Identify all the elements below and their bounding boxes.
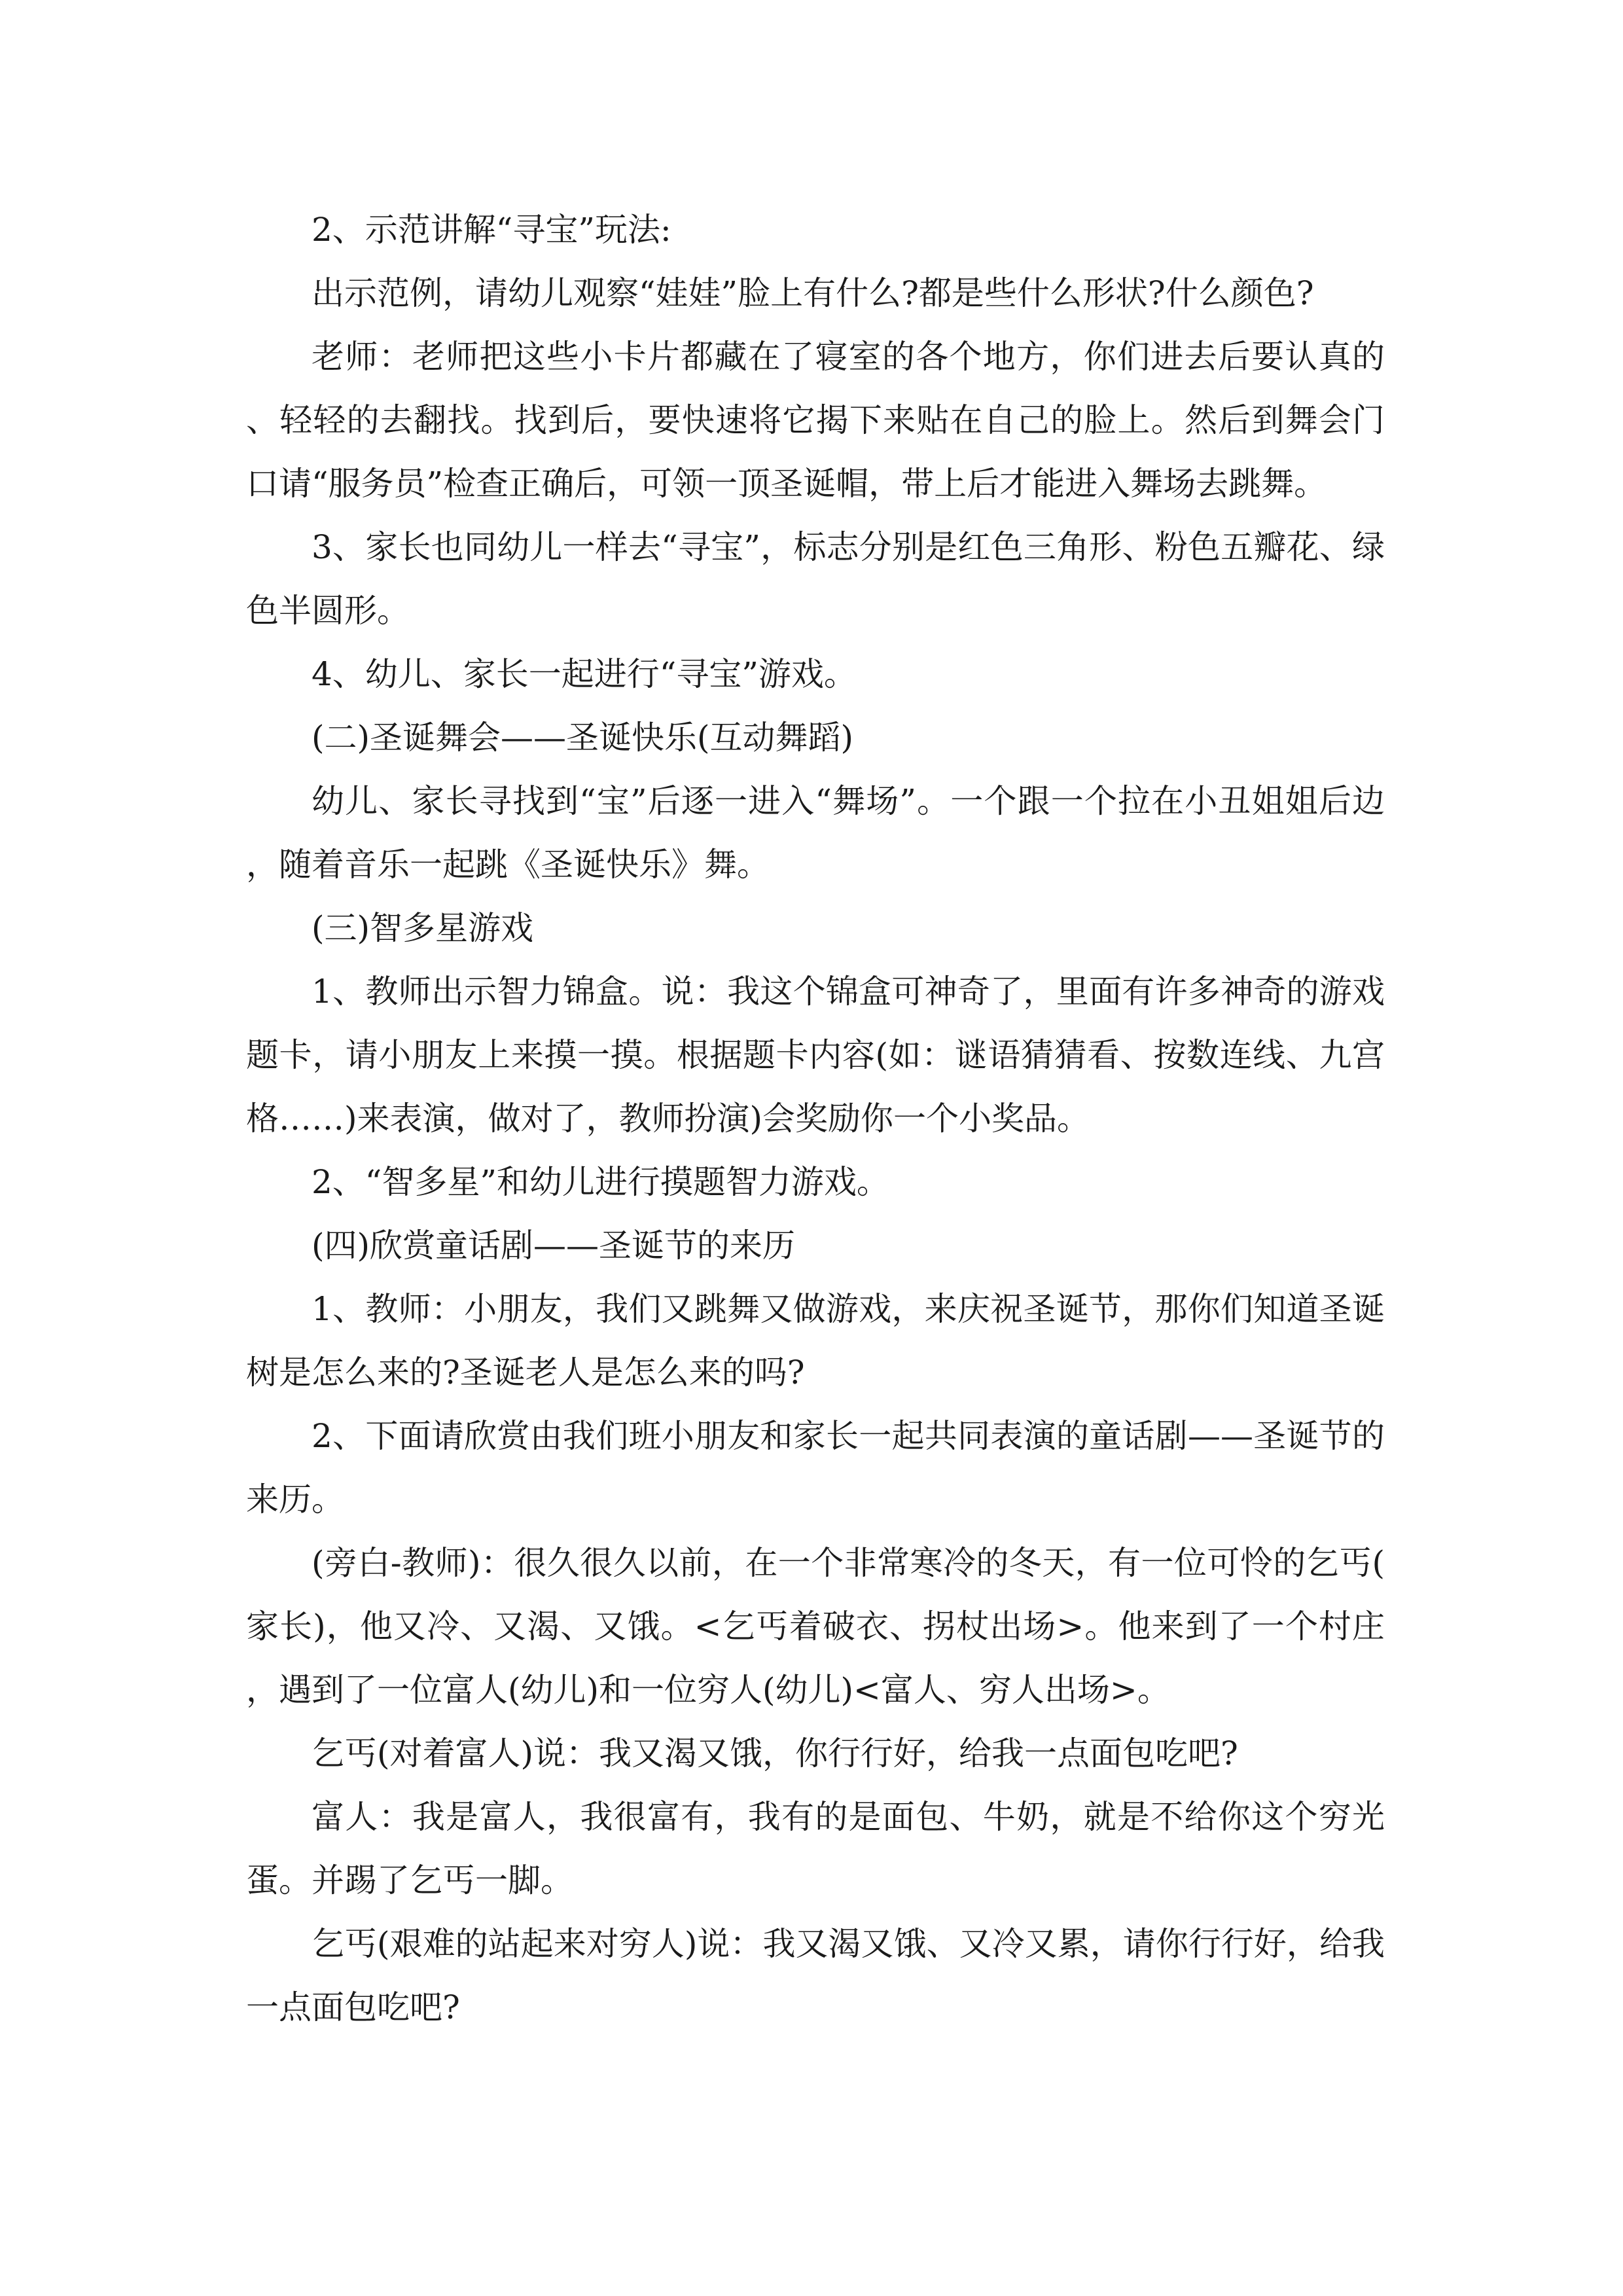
- paragraph-step-4-game: 4、幼儿、家长一起进行“寻宝”游戏。: [312, 655, 857, 693]
- paragraph-narration: (旁白-教师)：很久很久以前，在一个非常寒冷的冬天，有一位可怜的乞丐(家长)，他又冷、又渴、又饿。<乞丐着破衣、拐杖出场>。他来到了一个村庄，遇到了一位富人(幼儿)和一位穷人(幼儿)<富人、穷人出场>。: [246, 1544, 1385, 1709]
- paragraph-enter-dance-floor: 幼儿、家长寻找到“宝”后逐一进入“舞场”。一个跟一个拉在小丑姐姐后边，随着音乐一起跳《圣诞快乐》舞。: [246, 782, 1385, 884]
- section-heading-quiz-game: (三)智多星游戏: [312, 909, 534, 947]
- paragraph-quiz-step-1: 1、教师出示智力锦盒。说：我这个锦盒可神奇了，里面有许多神奇的游戏题卡，请小朋友上来摸一摸。根据题卡内容(如：谜语猜猜看、按数连线、九宫格……)来表演，做对了，教师扮演)会奖励你一个小奖品。: [246, 973, 1385, 1138]
- section-heading-fairy-play: (四)欣赏童话剧——圣诞节的来历: [312, 1227, 796, 1265]
- paragraph-teacher-instructions: 老师：老师把这些小卡片都藏在了寝室的各个地方，你们进去后要认真的、轻轻的去翻找。找到后，要快速将它揭下来贴在自己的脸上。然后到舞会门口请“服务员”检查正确后，可领一顶圣诞帽，带上后才能进入舞场去跳舞。: [246, 338, 1385, 503]
- paragraph-step-3-parents: 3、家长也同幼儿一样去“寻宝”，标志分别是红色三角形、粉色五瓣花、绿色半圆形。: [246, 528, 1385, 630]
- section-heading-christmas-dance: (二)圣诞舞会——圣诞快乐(互动舞蹈): [312, 719, 854, 757]
- paragraph-step-2-demo: 2、示范讲解“寻宝”玩法:: [312, 211, 671, 249]
- paragraph-show-example: 出示范例，请幼儿观察“娃娃”脸上有什么?都是些什么形状?什么颜色?: [312, 274, 1314, 312]
- paragraph-rich-reply: 富人：我是富人，我很富有，我有的是面包、牛奶，就是不给你这个穷光蛋。并踢了乞丐一脚。: [246, 1798, 1385, 1899]
- document-body: [246, 198, 1385, 2039]
- paragraph-beggar-to-rich: 乞丐(对着富人)说：我又渴又饿，你行行好，给我一点面包吃吧?: [312, 1734, 1238, 1772]
- paragraph-play-step-1: 1、教师：小朋友，我们又跳舞又做游戏，来庆祝圣诞节，那你们知道圣诞树是怎么来的?圣诞老人是怎么来的吗?: [246, 1290, 1385, 1391]
- paragraph-play-step-2: 2、下面请欣赏由我们班小朋友和家长一起共同表演的童话剧——圣诞节的来历。: [246, 1417, 1385, 1518]
- paragraph-beggar-to-poor: 乞丐(艰难的站起来对穷人)说：我又渴又饿、又冷又累，请你行行好，给我一点面包吃吧?: [246, 1925, 1385, 2026]
- paragraph-quiz-step-2: 2、“智多星”和幼儿进行摸题智力游戏。: [312, 1163, 889, 1201]
